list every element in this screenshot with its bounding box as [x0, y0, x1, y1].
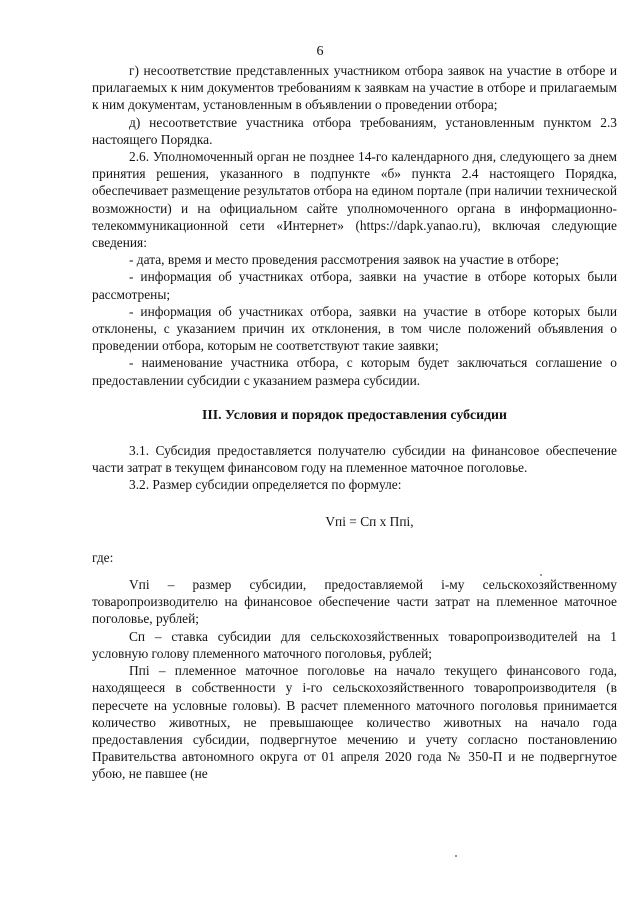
paragraph-3-1: 3.1. Субсидия предоставляется получателю субсидии на финансовое обеспечение части затрат в текущем финансовом году на племенное маточное поголовье. [92, 443, 617, 476]
definition-ppi: Ппi – племенное маточное поголовье на начало текущего финансового года, находящееся в собственности у i-го сельскохозяйственного товаропроизводителя (в пересчете на условные головы). В расчет племенного маточного поголовья принимается количество животных, не превышающее количество животных на начало года предоставления субсидии, подвергнутое мечению и учету согласно постановлению Правительства автономного округа от 01 апреля 2020 года № 350-П и не подвергнутое убою, не павшее (не [92, 663, 617, 782]
where-label: где: [92, 549, 114, 565]
paragraph-item-d: д) несоответствие участника отбора требованиям, установленным пунктом 2.3 настоящего Порядка. [92, 114, 617, 147]
document-body [92, 62, 617, 783]
definition-sp: Сп – ставка субсидии для сельскохозяйственных товаропроизводителей на 1 условную голову племенного маточного поголовья, рублей; [92, 628, 617, 661]
list-item-date-time: - дата, время и место проведения рассмотрения заявок на участие в отборе; [129, 252, 560, 268]
section-heading: III. Условия и порядок предоставления субсидии [202, 406, 507, 422]
paragraph-item-g: г) несоответствие представленных участником отбора заявок на участие в отборе и прилагаемых к ним документов требованиям к заявкам на участие в отборе и прилагаемым к ним документам, установленным в объявлении о проведении отбора; [92, 63, 617, 113]
page-number: 6 [316, 44, 324, 59]
scan-speck [540, 574, 542, 576]
definition-vpi: Vпi – размер субсидии, предоставляемой i-му сельскохозяйственному товаропроизводителю на финансовое обеспечение части затрат на племенное маточное поголовье, рублей; [92, 577, 617, 627]
paragraph-2-6: 2.6. Уполномоченный орган не позднее 14-го календарного дня, следующего за днем принятия решения, указанного в подпункте «б» пункта 2.4 настоящего Порядка, обеспечивает размещение результатов отбора на едином портале (при наличии технической возможности) и на официальном сайте уполномоченного органа в информационно-телекоммуникационной сети «Интернет» (https://dapk.yanao.ru), включая следующие сведения: [92, 149, 617, 251]
list-item-reviewed: - информация об участниках отбора, заявки на участие в отборе которых были рассмотрены; [92, 269, 617, 302]
list-item-rejected: - информация об участниках отбора, заявки на участие в отборе которых были отклонены, с указанием причин их отклонения, в том числе положений объявления о проведении отбора, которым не соответствуют такие заявки; [92, 303, 617, 354]
subsidy-formula: Vпi = Сп х Ппi, [325, 513, 414, 529]
scan-speck [455, 855, 457, 857]
list-item-winner: - наименование участника отбора, с которым будет заключаться соглашение о предоставлении субсидии с указанием размера субсидии. [92, 355, 617, 388]
paragraph-3-2: 3.2. Размер субсидии определяется по формуле: [129, 477, 402, 493]
